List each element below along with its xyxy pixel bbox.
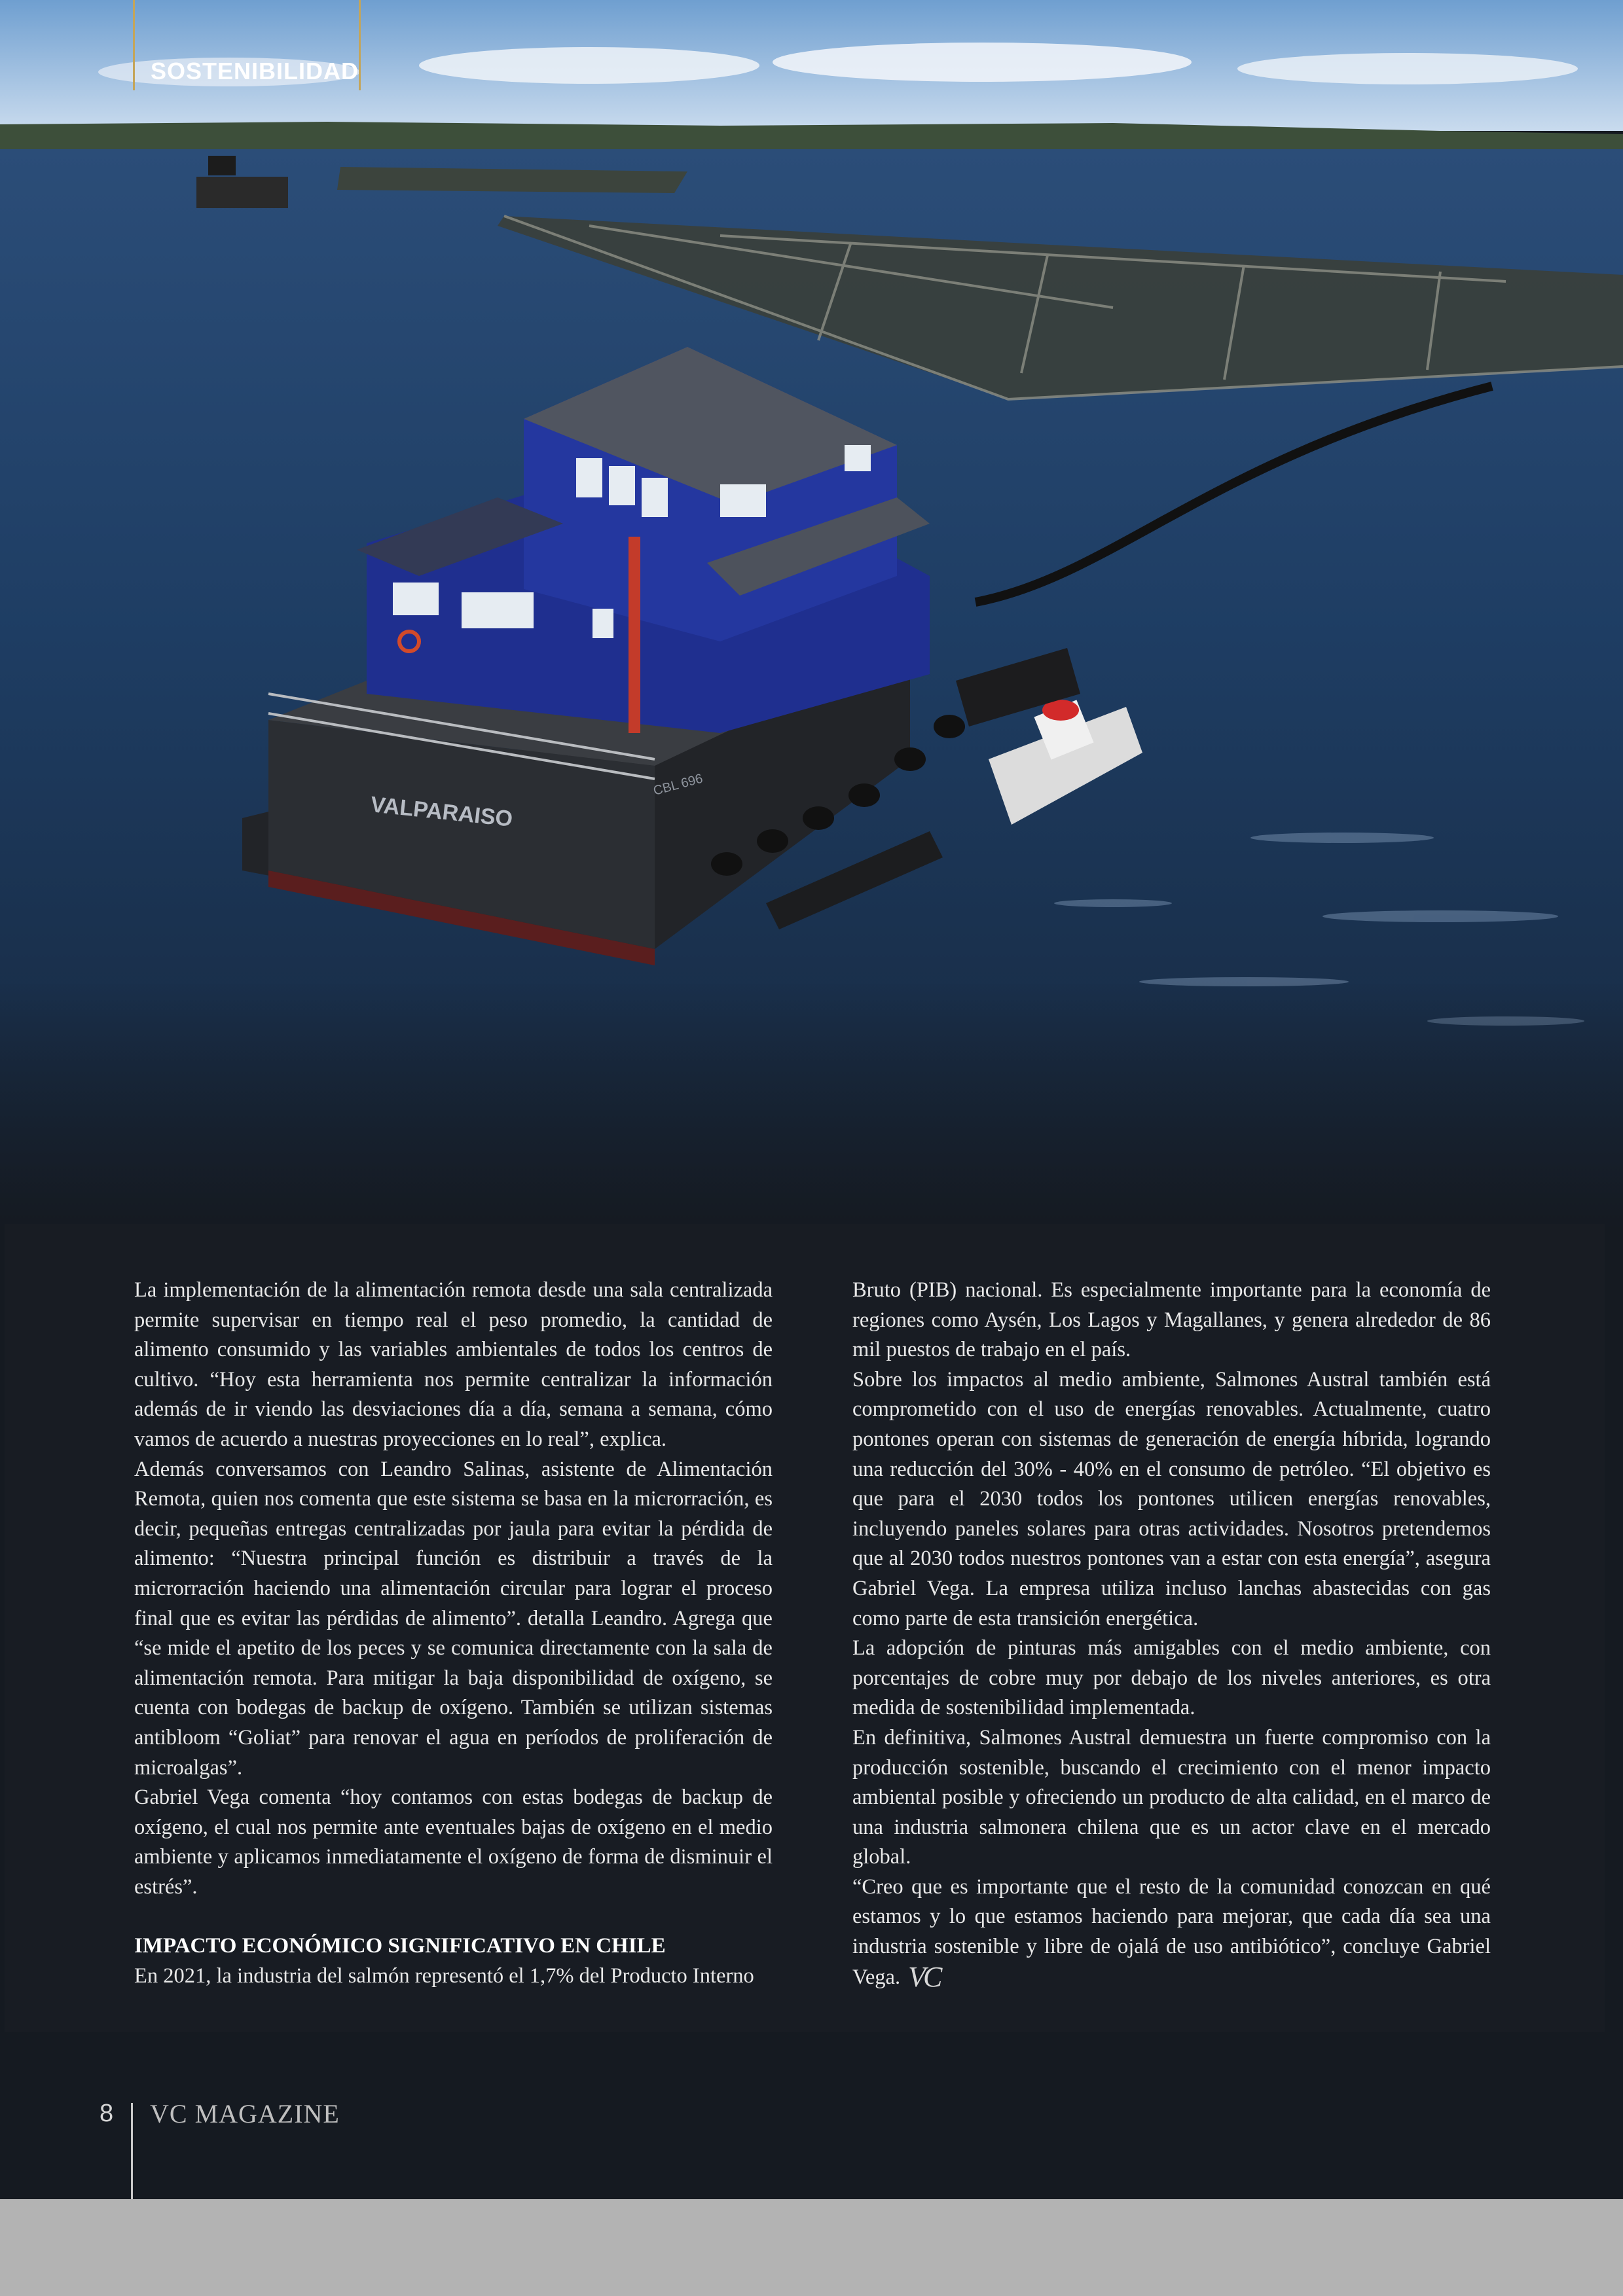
paragraph: Bruto (PIB) nacional. Es especialmente importante para la economía de regiones como Aysén, Los Lagos y Magallanes, y genera alrededor de 86 mil puestos de trabajo en el país. <box>852 1278 1491 1362</box>
closing-paragraph <box>852 1873 1491 1992</box>
vc-signature-logo: VC <box>908 1960 940 1993</box>
paragraph: La adopción de pinturas más amigables con el medio ambiente, con porcentajes de cobre muy por debajo de los niveles anteriores, es otra medida de sostenibilidad implementada. <box>852 1636 1491 1720</box>
paragraph: La implementación de la alimentación remota desde una sala centralizada permite supervisar en tiempo real el peso promedio, la cantidad de alimento consumido y las variables ambientales de todos los centros de cultivo. “Hoy esta herramienta nos permite centralizar la información además de ir viendo las desviaciones día a día, semana a semana, cómo vamos de acuerdo a nuestras proyecciones en lo real”, explica. <box>134 1278 773 1451</box>
hull-name-text: VALPARAISO <box>369 792 514 832</box>
article-column-right <box>852 1276 1491 1992</box>
paragraph: En definitiva, Salmones Austral demuestra un fuerte compromiso con la producción sostenible, buscando el crecimiento con el menor impacto ambiental posible y ofreciendo un producto de alta calidad, en el marco de una industria salmonera chilena que es un actor clave en el mercado global. <box>852 1725 1491 1869</box>
paragraph: Gabriel Vega comenta “hoy contamos con estas bodegas de backup de oxígeno, el cual nos permite ante eventuales bajas de oxígeno en el medio ambiente y aplicamos inmediatamente el oxígeno de forma de disminuir el estrés”. <box>134 1785 773 1899</box>
photo-fade <box>0 982 1623 1230</box>
paragraph: Además conversamos con Leandro Salinas, asistente de Alimentación Remota, quien nos comenta que este sistema se basa en la microrración, es decir, pequeñas entregas centralizadas por jaula para evitar la pérdida de alimento: “Nuestra principal función es distribuir a través de la microrración haciendo una alimentación circular para lograr el proceso final que es evitar las pérdidas de alimento”. detalla Leandro. Agrega que “se mide el apetito de los peces y se comunica directamente con la sala de alimentación remota. Para mitigar la baja disponibilidad de oxígeno, se cuenta con bodegas de backup de oxígeno. También se utilizan sistemas antibloom “Goliat” para renovar el agua en períodos de proliferación de microalgas”. <box>134 1457 773 1780</box>
section-label-text: SOSTENIBILIDAD <box>151 58 359 84</box>
subheading: IMPACTO ECONÓMICO SIGNIFICATIVO EN CHILE <box>134 1934 666 1958</box>
paragraph: En 2021, la industria del salmón representó el 1,7% del Producto Interno <box>134 1964 754 1988</box>
section-label <box>133 0 361 90</box>
hull-code-text: CBL 696 <box>651 771 704 798</box>
page-number: 8 <box>100 2100 114 2127</box>
article-column-left <box>134 1276 773 1992</box>
footer-divider <box>131 2103 133 2199</box>
closing-quote: “Creo que es importante que el resto de la comunidad conozcan en qué estamos y lo que estamos haciendo para mejorar, que cada día sea una industria sostenible y libre de ojalá de uso antibiótico”, concluye Gabriel Vega. <box>852 1874 1491 1989</box>
paragraph: Sobre los impactos al medio ambiente, Salmones Austral también está comprometido con el uso de energías renovables. Actualmente, cuatro pontones operan con sistemas de generación de energía híbrida, logrando una reducción del 30% - 40% en el consumo de petróleo. “El objetivo es que para el 2030 todos los pontones utilicen energías renovables, incluyendo paneles solares para otras actividades. Nosotros pretendemos que al 2030 todos nuestros pontones van a estar con esta energía”, asegura Gabriel Vega. La empresa utiliza incluso lanchas abastecidas con gas como parte de esta transición energética. <box>852 1367 1491 1630</box>
magazine-name: VC MAGAZINE <box>150 2099 340 2128</box>
